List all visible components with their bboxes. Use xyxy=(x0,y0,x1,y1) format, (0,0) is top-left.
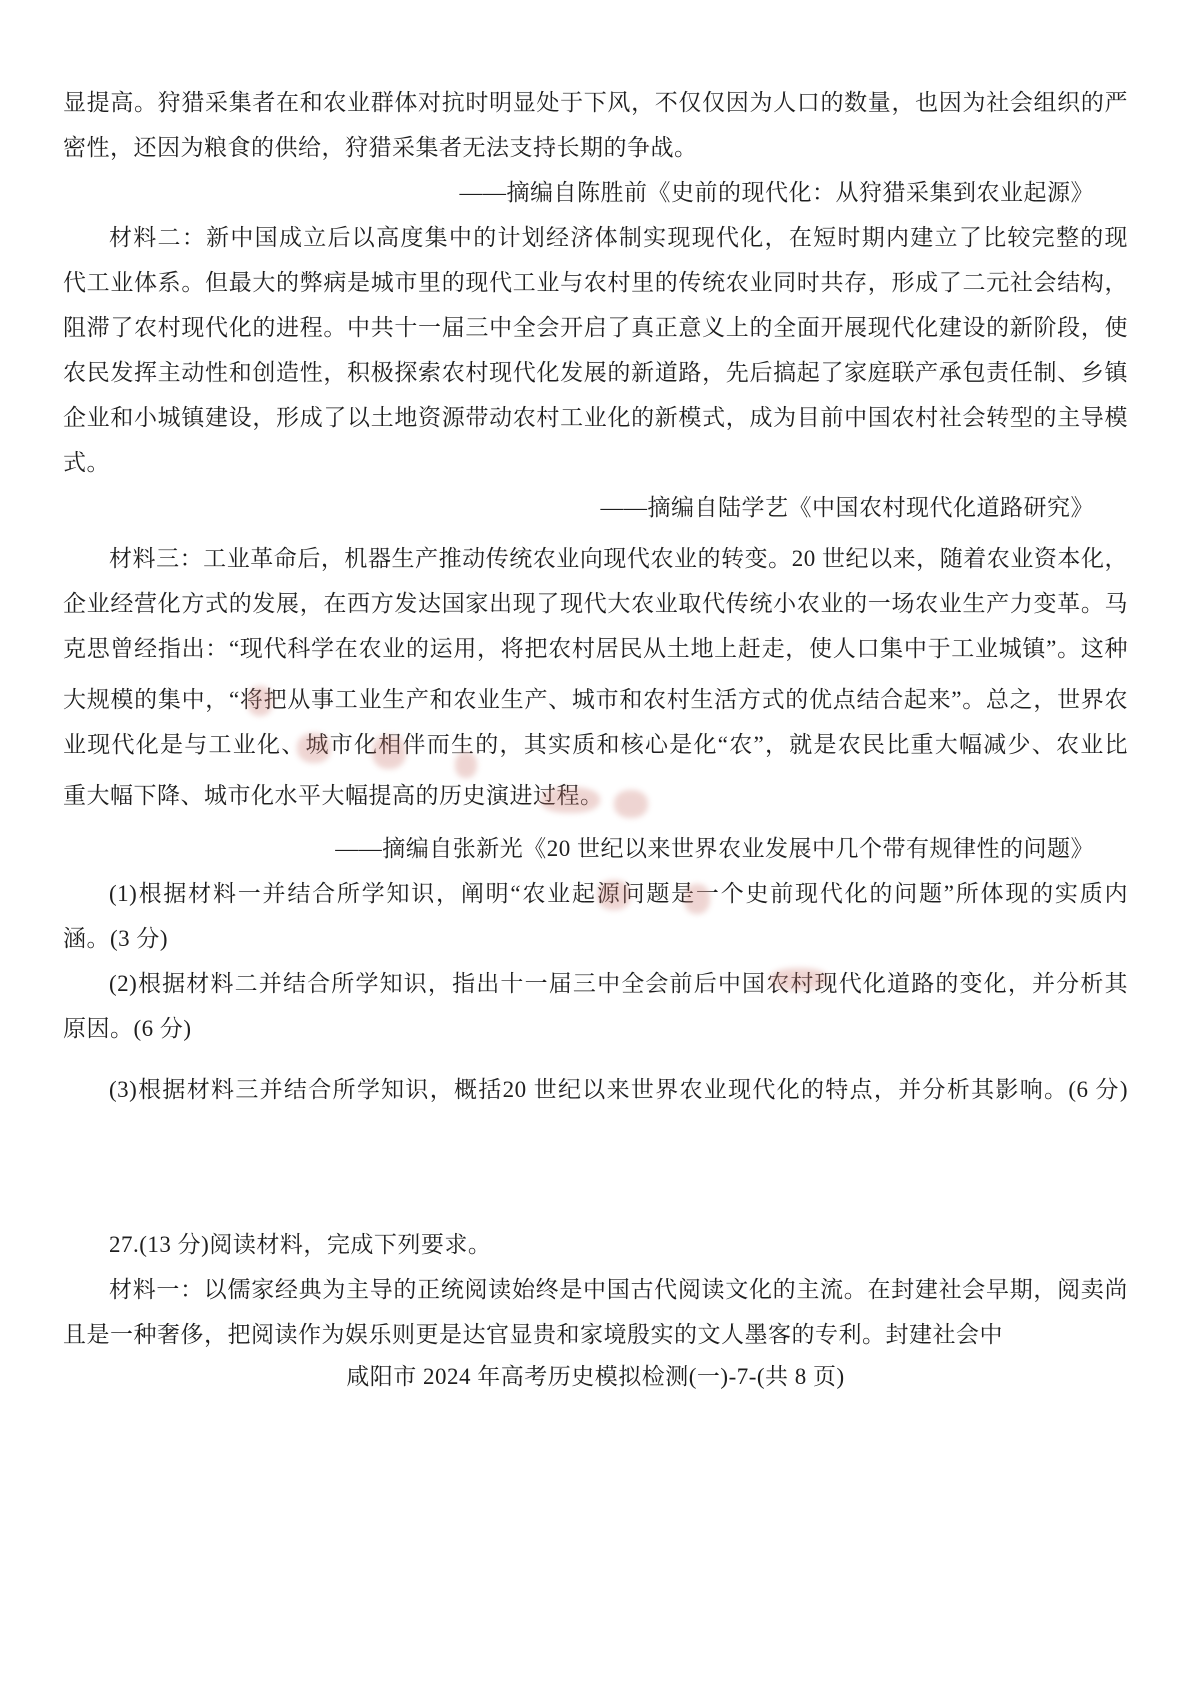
material3-attribution: ——摘编自张新光《20 世纪以来世界农业发展中几个带有规律性的问题》 xyxy=(335,836,1094,861)
question-27-header: 27.(13 分)阅读材料，完成下列要求。 xyxy=(109,1232,492,1257)
material3-line-5: 业现代化是与工业化、城市化相伴而生的，其实质和核心是化“农”，就是农民比重大幅减少、农业比 xyxy=(63,732,1128,757)
question-3-line: (3)根据材料三并结合所学知识，概括20 世纪以来世界农业现代化的特点，并分析其影响。(6 分) xyxy=(109,1077,1128,1102)
material3-line-6: 重大幅下降、城市化水平大幅提高的历史演进过程。 xyxy=(63,783,604,808)
material1-tail-line-2: 密性，还因为粮食的供给，狩猎采集者无法支持长期的争战。 xyxy=(63,135,698,160)
material3-line-2: 企业经营化方式的发展，在西方发达国家出现了现代大农业取代传统小农业的一场农业生产力变革。马 xyxy=(63,591,1128,616)
material3-line-1: 材料三：工业革命后，机器生产推动传统农业向现代农业的转变。20 世纪以来，随着农业资本化， xyxy=(109,546,1128,571)
question-1-line-2: 涵。(3 分) xyxy=(63,926,169,951)
page-footer: 咸阳市 2024 年高考历史模拟检测(一)-7-(共 8 页) xyxy=(346,1364,845,1389)
material2-line-4: 农民发挥主动性和创造性，积极探索农村现代化发展的新道路，先后搞起了家庭联产承包责任制、乡镇 xyxy=(63,360,1128,385)
material2-line-1: 材料二：新中国成立后以高度集中的计划经济体制实现现代化，在短时期内建立了比较完整的现 xyxy=(109,225,1128,250)
material2-line-5: 企业和小城镇建设，形成了以土地资源带动农村工业化的新模式，成为目前中国农村社会转型的主导模 xyxy=(63,405,1128,430)
material2-line-3: 阻滞了农村现代化的进程。中共十一届三中全会开启了真正意义上的全面开展现代化建设的新阶段，使 xyxy=(63,315,1128,340)
material1-attribution: ——摘编自陈胜前《史前的现代化：从狩猎采集到农业起源》 xyxy=(459,180,1094,205)
question-1-line-1: (1)根据材料一并结合所学知识，阐明“农业起源问题是一个史前现代化的问题”所体现的实质内 xyxy=(109,881,1128,906)
material1-tail-line-1: 显提高。狩猎采集者在和农业群体对抗时明显处于下风，不仅仅因为人口的数量，也因为社会组织的严 xyxy=(63,90,1128,115)
material3-line-4: 大规模的集中，“将把从事工业生产和农业生产、城市和农村生活方式的优点结合起来”。总之，世界农 xyxy=(63,687,1128,712)
material2-line-2: 代工业体系。但最大的弊病是城市里的现代工业与农村里的传统农业同时共存，形成了二元社会结构， xyxy=(63,270,1128,295)
material3-line-3: 克思曾经指出：“现代科学在农业的运用，将把农村居民从土地上赶走，使人口集中于工业城镇”。这种 xyxy=(63,636,1128,661)
material2-line-6: 式。 xyxy=(63,450,110,475)
question-2-line-1: (2)根据材料二并结合所学知识，指出十一届三中全会前后中国农村现代化道路的变化，并分析其 xyxy=(109,971,1128,996)
question-27-material1-line-2: 且是一种奢侈，把阅读作为娱乐则更是达官显贵和家境殷实的文人墨客的专利。封建社会中 xyxy=(63,1322,1003,1347)
page-content xyxy=(63,80,1128,1397)
material2-attribution: ——摘编自陆学艺《中国农村现代化道路研究》 xyxy=(600,495,1094,520)
question-27-material1-line-1: 材料一：以儒家经典为主导的正统阅读始终是中国古代阅读文化的主流。在封建社会早期，阅卖尚 xyxy=(109,1277,1128,1302)
question-2-line-2: 原因。(6 分) xyxy=(63,1016,192,1041)
